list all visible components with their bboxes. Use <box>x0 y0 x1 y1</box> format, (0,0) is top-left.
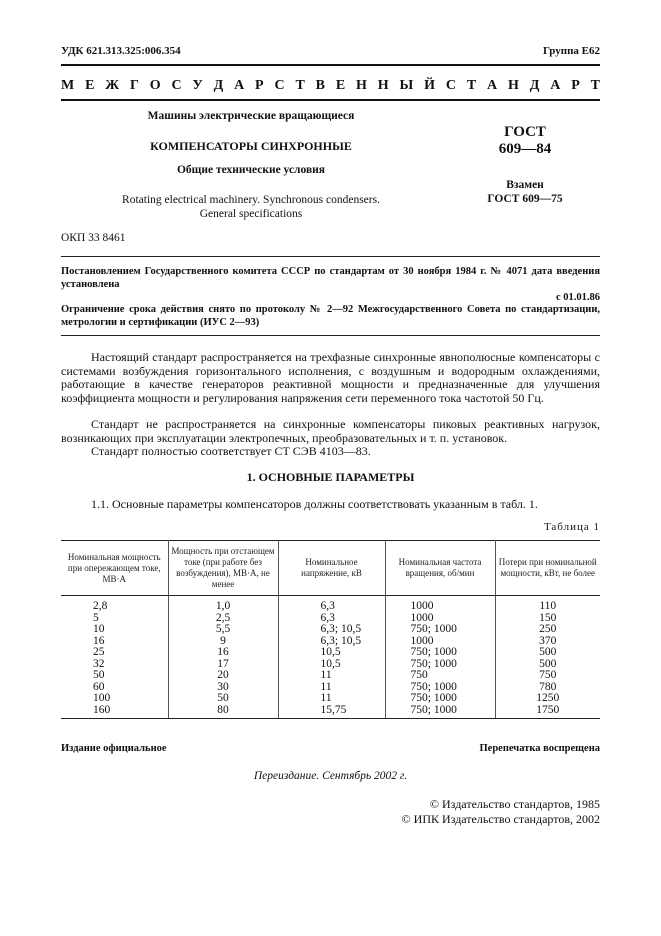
header-losses: Потери при номинальной мощности, кВт, не более <box>495 541 600 596</box>
table-cell: 16 <box>61 636 168 648</box>
table-cell: 1750 <box>495 705 600 719</box>
table-cell: 25 <box>61 647 168 659</box>
table-cell: 10 <box>61 624 168 636</box>
header-bottom-rule <box>61 99 600 101</box>
title-main: КОМПЕНСАТОРЫ СИНХРОННЫЕ <box>150 139 352 153</box>
table-cell: 17 <box>168 659 278 671</box>
copyright-2002: © ИПК Издательство стандартов, 2002 <box>401 812 600 826</box>
title-subtitle: Общие технические условия <box>176 164 326 176</box>
table-cell: 60 <box>61 682 168 694</box>
table-cell: 6,3; 10,5 <box>278 636 385 648</box>
replaces-standard: ГОСТ 609—75 <box>487 193 563 205</box>
table-cell: 11 <box>278 693 385 705</box>
gost-number: 609—84 <box>498 141 552 157</box>
title-english-line2: General specifications <box>199 208 303 220</box>
table-row <box>61 693 600 705</box>
effective-date: с 01.01.86 <box>555 292 600 303</box>
clause-1-1: 1.1. Основные параметры компенсаторов должны соответствовать указанным в табл. 1. <box>91 497 538 511</box>
table-cell: 20 <box>168 670 278 682</box>
table-cell: 750; 1000 <box>385 659 495 671</box>
udk-code: УДК 621.313.325:006.354 <box>61 45 181 57</box>
table-cell: 100 <box>61 693 168 705</box>
table-cell: 250 <box>539 623 557 635</box>
table-cell: 780 <box>539 680 557 693</box>
table-cell: 1000 <box>385 613 495 625</box>
table-row <box>61 670 600 682</box>
table-cell: 6,3 <box>278 613 385 625</box>
table-cell: 30 <box>168 682 278 694</box>
compliance-paragraph: Стандарт полностью соответствует СТ СЭВ 4103—83. <box>91 444 371 458</box>
table-cell: 1,0 <box>168 596 278 613</box>
header-voltage: Номинальное напряжение, кВ <box>278 541 385 596</box>
standard-type-heading: М Е Ж Г О С У Д А Р С Т В Е Н Н Ы Й С Т А Н Д А Р Т <box>61 78 600 93</box>
header-speed: Номинальная частота вращения, об/мин <box>385 541 495 596</box>
table-cell: 750 <box>385 670 495 682</box>
official-edition-label: Издание официальное <box>61 743 167 754</box>
reissue-note: Переиздание. Сентябрь 2002 г. <box>253 770 408 782</box>
reprint-prohibited-label: Перепечатка воспрещена <box>479 743 600 754</box>
table-cell: 370 <box>539 634 557 647</box>
table-cell: 500 <box>539 646 557 658</box>
table-cell: 11 <box>278 682 385 694</box>
table-cell: 750; 1000 <box>385 647 495 659</box>
section-heading: 1. ОСНОВНЫЕ ПАРАМЕТРЫ <box>246 470 415 484</box>
gost-block <box>455 124 595 206</box>
table-cell: 9 <box>168 636 278 648</box>
table-row <box>61 596 600 613</box>
table-cell: 750; 1000 <box>385 624 495 636</box>
copyright-1985: © Издательство стандартов, 1985 <box>429 797 600 811</box>
table-cell: 15,75 <box>278 705 385 719</box>
okp-code: ОКП 33 8461 <box>61 232 126 244</box>
table-cell: 500 <box>539 657 557 670</box>
table-cell: 750; 1000 <box>385 705 495 719</box>
table-cell: 6,3; 10,5 <box>278 624 385 636</box>
title-category: Машины электрические вращающиеся <box>147 110 355 122</box>
replaces-label: Взамен <box>506 179 544 191</box>
table-cell: 1250 <box>536 692 560 704</box>
table-cell: 750; 1000 <box>385 693 495 705</box>
title-english <box>61 193 441 221</box>
table-cell: 5 <box>61 613 168 625</box>
table-cell: 750; 1000 <box>385 682 495 694</box>
parameters-table <box>61 540 600 719</box>
table-caption: Таблица 1 <box>543 521 600 533</box>
okp-rule <box>61 256 600 257</box>
gost-label: ГОСТ <box>504 124 546 140</box>
table-row <box>61 647 600 659</box>
table-cell: 10,5 <box>278 647 385 659</box>
table-cell: 32 <box>61 659 168 671</box>
table-cell: 110 <box>539 600 557 612</box>
table-cell: 80 <box>168 705 278 719</box>
table-cell: 150 <box>539 611 557 624</box>
decree-text: Постановлением Государственного комитета СССР по стандартам от 30 ноября 1984 г. № 4071 дата введения установлена <box>61 266 600 290</box>
table-cell: 10,5 <box>278 659 385 671</box>
group-code: Группа Е62 <box>542 45 600 57</box>
table-cell: 5,5 <box>168 624 278 636</box>
table-cell: 160 <box>61 705 168 719</box>
table-cell: 16 <box>168 647 278 659</box>
table-cell: 1000 <box>385 596 495 613</box>
table-cell: 750 <box>539 669 557 681</box>
table-header-row <box>61 541 600 596</box>
scope-paragraph: Настоящий стандарт распространяется на трехфазные синхронные явнополюсные компенсаторы с системами возбуждения горизонтального исполнения, с воздушным и водородным охлаждениями, работающие в качестве генераторов реактивной мощности и предназначенные для улучшения коэффициента мощности и регулирования напряжения сети переменного тока частотой 50 Гц. <box>61 350 600 405</box>
table-cell: 2,5 <box>168 613 278 625</box>
table-cell: 2,8 <box>61 596 168 613</box>
exclusion-paragraph: Стандарт не распространяется на синхронные компенсаторы пиковых реактивных нагрузок, возникающих при эксплуатации электропечных, преобразовательных и т. п. установок. <box>61 417 600 445</box>
table-cell: 6,3 <box>278 596 385 613</box>
limit-removed-note: Ограничение срока действия снято по протоколу № 2—92 Межгосударственного Совета по стандартизации, метрологии и сертификации (ИУС 2—93) <box>61 304 600 328</box>
table-row <box>61 624 600 636</box>
table-cell: 11 <box>278 670 385 682</box>
table-row <box>61 705 600 719</box>
header-power-leading: Номинальная мощность при опережающем токе, МВ·А <box>61 541 168 596</box>
table-cell: 50 <box>61 670 168 682</box>
table-cell: 50 <box>168 693 278 705</box>
header-power-lagging: Мощность при отстающем токе (при работе без возбуждения), МВ·А, не менее <box>168 541 278 596</box>
title-english-line1: Rotating electrical machinery. Synchronous condensers. <box>122 194 380 206</box>
header-top-rule <box>61 64 600 66</box>
decree-rule <box>61 335 600 336</box>
table-cell: 1000 <box>385 636 495 648</box>
